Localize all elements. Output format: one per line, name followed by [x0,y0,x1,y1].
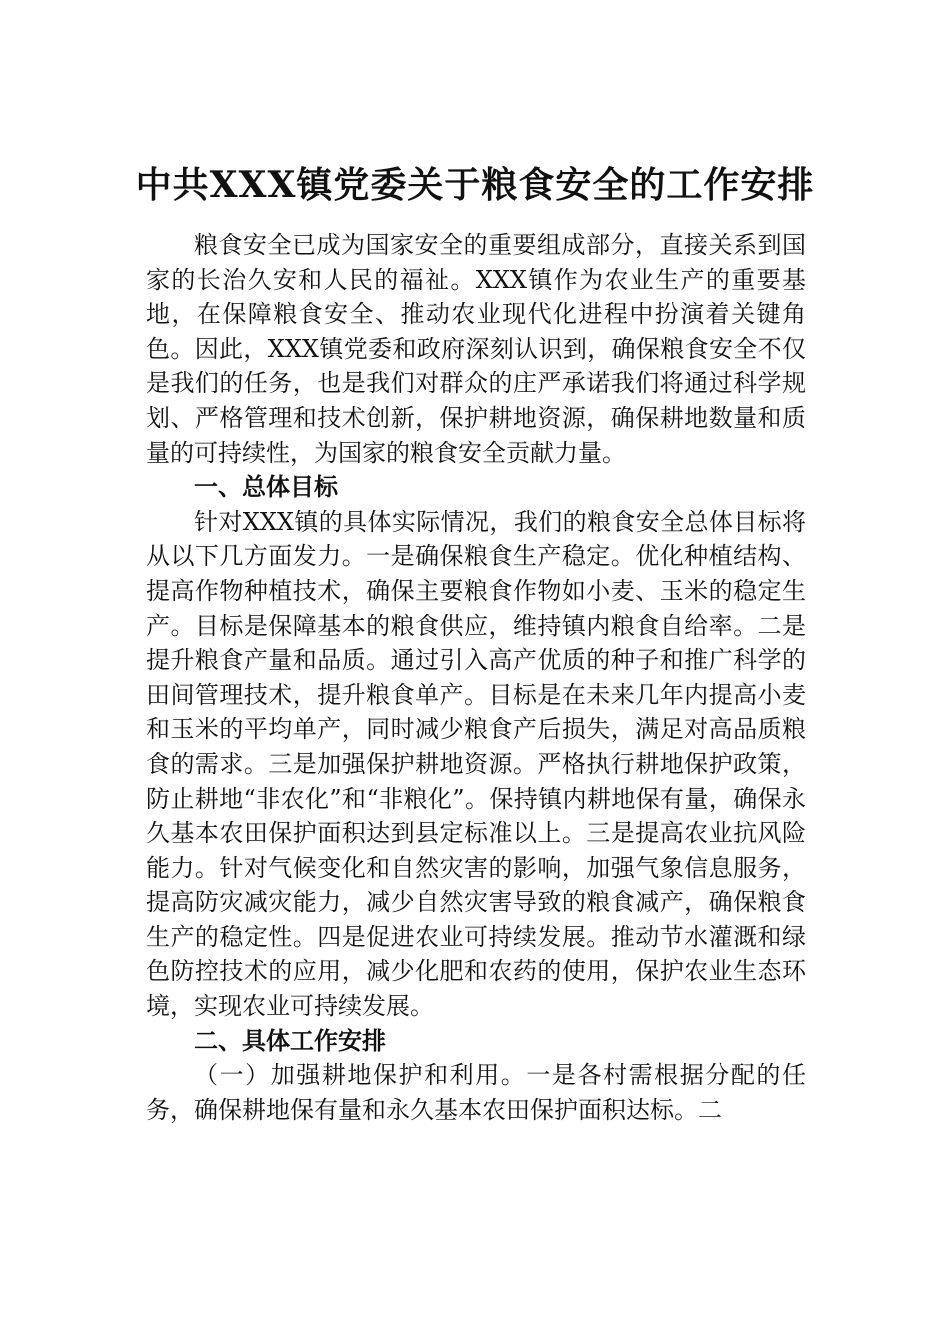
document-body [146,228,806,1127]
overall-goals-paragraph: 针对XXX镇的具体实际情况，我们的粮食安全总体目标将从以下几方面发力。一是确保粮食生产稳定。优化种植结构、提高作物种植技术，确保主要粮食作物如小麦、玉米的稳定生产。目标是保障基本的粮食供应，维持镇内粮食自给率。二是提升粮食产量和品质。通过引入高产优质的种子和推广科学的田间管理技术，提升粮食单产。目标是在未来几年内提高小麦和玉米的平均单产，同时减少粮食产后损失，满足对高品质粮食的需求。三是加强保护耕地资源。严格执行耕地保护政策，防止耕地“非农化”和“非粮化”。保持镇内耕地保有量，确保永久基本农田保护面积达到县定标准以上。三是提高农业抗风险能力。针对气候变化和自然灾害的影响，加强气象信息服务，提高防灾减灾能力，减少自然灾害导致的粮食减产，确保粮食生产的稳定性。四是促进农业可持续发展。推动节水灌溉和绿色防控技术的应用，减少化肥和农药的使用，保护农业生态环境，实现农业可持续发展。 [146,507,806,1021]
section-heading-work-arrangements: 二、具体工作安排 [194,1026,386,1055]
document-title: 中共XXX镇党委关于粮食安全的工作安排 [135,164,815,206]
section-heading-overall-goals: 一、总体目标 [194,473,338,502]
intro-paragraph: 粮食安全已成为国家安全的重要组成部分，直接关系到国家的长治久安和人民的福祉。XXX镇作为农业生产的重要基地，在保障粮食安全、推动农业现代化进程中扮演着关键角色。因此，XXX镇党委和政府深刻认识到，确保粮食安全不仅是我们的任务，也是我们对群众的庄严承诺我们将通过科学规划、严格管理和技术创新，保护耕地资源，确保耕地数量和质量的可持续性，为国家的粮食安全贡献力量。 [146,231,806,467]
work-arrangements-paragraph: （一）加强耕地保护和利用。一是各村需根据分配的任务，确保耕地保有量和永久基本农田保护面积达标。二 [146,1061,806,1124]
